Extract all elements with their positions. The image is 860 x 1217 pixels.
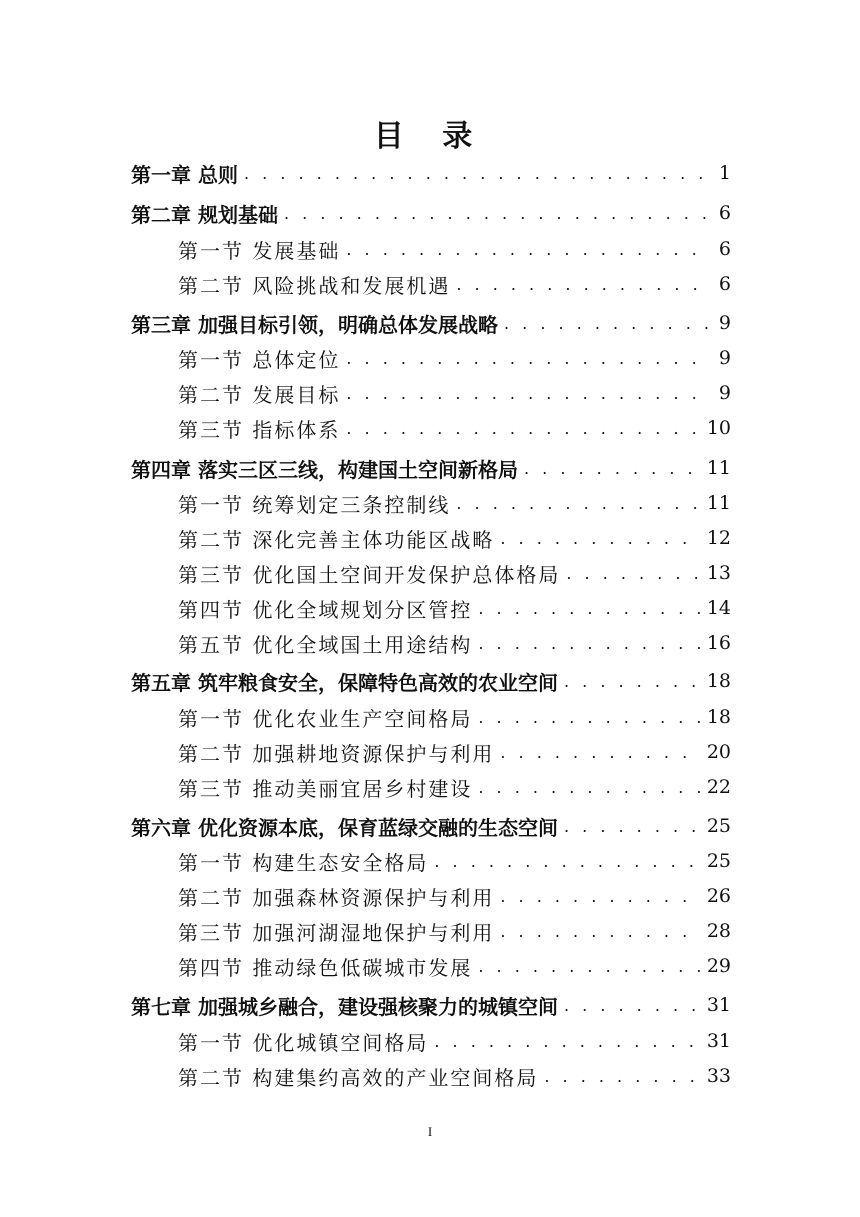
toc-leader-dots [564, 672, 701, 691]
toc-page-number: 1 [718, 162, 731, 184]
toc-section-entry[interactable] [178, 558, 731, 588]
toc-entry-label: 第六章 优化资源本底，保育蓝绿交融的生态空间 [131, 815, 558, 840]
toc-entry-label: 第二节 加强耕地资源保护与利用 [178, 741, 495, 766]
toc-leader-dots [478, 634, 700, 653]
toc-leader-dots [478, 599, 700, 618]
toc-leader-dots [478, 708, 700, 727]
toc-section-entry[interactable] [178, 378, 731, 408]
toc-section-entry[interactable] [178, 269, 731, 299]
toc-chapter-entry[interactable] [131, 198, 731, 228]
toc-section-entry[interactable] [178, 234, 731, 264]
toc-entry-label: 第五章 筑牢粮食安全，保障特色高效的农业空间 [131, 670, 558, 695]
toc-section-entry[interactable] [178, 523, 731, 553]
toc-chapter-entry[interactable] [131, 308, 731, 338]
toc-page-number: 12 [706, 527, 731, 549]
toc-leader-dots [504, 314, 711, 333]
toc-section-entry[interactable] [178, 737, 731, 767]
toc-page-number: 6 [718, 273, 731, 295]
toc-leader-dots [500, 743, 700, 762]
toc-chapter-entry[interactable] [131, 990, 731, 1020]
toc-leader-dots [346, 349, 711, 368]
toc-section-entry[interactable] [178, 846, 731, 876]
toc-entry-label: 第三章 加强目标引领，明确总体发展战略 [131, 312, 498, 337]
toc-entry-label: 第一节 优化农业生产空间格局 [178, 706, 473, 731]
toc-chapter-entry[interactable] [131, 811, 731, 841]
page-number: I [427, 1124, 433, 1139]
toc-section-entry[interactable] [178, 881, 731, 911]
toc-entry-label: 第二节 深化完善主体功能区战略 [178, 527, 495, 552]
toc-page-number: 18 [706, 670, 731, 692]
toc-section-entry[interactable] [178, 1026, 731, 1056]
toc-leader-dots [456, 494, 700, 513]
toc-page-number: 9 [718, 312, 731, 334]
toc-leader-dots [500, 922, 700, 941]
toc-section-entry[interactable] [178, 593, 731, 623]
toc-page-number: 25 [706, 850, 731, 872]
toc-entry-label: 第七章 加强城乡融合，建设强核聚力的城镇空间 [131, 994, 558, 1019]
toc-page-number: 16 [706, 632, 731, 654]
toc-page-number: 9 [718, 382, 731, 404]
toc-leader-dots [346, 419, 700, 438]
toc-page-number: 26 [706, 885, 731, 907]
toc-section-entry[interactable] [178, 772, 731, 802]
toc-page-number: 13 [706, 562, 731, 584]
toc-entry-label: 第四节 优化全域规划分区管控 [178, 597, 473, 622]
toc-entry-label: 第二节 构建集约高效的产业空间格局 [178, 1065, 539, 1090]
toc-leader-dots [564, 817, 701, 836]
toc-page-number: 14 [706, 597, 731, 619]
toc-entry-label: 第一节 发展基础 [178, 238, 341, 263]
page-title: 目 录 [373, 119, 487, 154]
toc-entry-label: 第五节 优化全域国土用途结构 [178, 632, 473, 657]
toc-page-number: 28 [706, 920, 731, 942]
toc-chapter-entry[interactable] [131, 158, 731, 188]
toc-page-number: 9 [718, 347, 731, 369]
toc-leader-dots [456, 275, 711, 294]
toc-entry-label: 第三节 推动美丽宜居乡村建设 [178, 776, 473, 801]
toc-page-number: 11 [706, 492, 731, 514]
toc-page-number: 31 [706, 994, 731, 1016]
toc-page-number: 11 [706, 457, 731, 479]
toc-leader-dots [478, 957, 700, 976]
toc-page-number: 22 [706, 776, 731, 798]
toc-section-entry[interactable] [178, 343, 731, 373]
toc-leader-dots [566, 564, 700, 583]
toc-entry-label: 第一节 优化城镇空间格局 [178, 1030, 429, 1055]
toc-entry-label: 第一节 总体定位 [178, 347, 341, 372]
toc-leader-dots [434, 1032, 700, 1051]
toc-section-entry[interactable] [178, 916, 731, 946]
toc-leader-dots [478, 778, 700, 797]
toc-chapter-entry[interactable] [131, 453, 731, 483]
toc-leader-dots [346, 384, 711, 403]
toc-page-number: 33 [706, 1065, 731, 1087]
toc-entry-label: 第一节 构建生态安全格局 [178, 850, 429, 875]
toc-page-number: 29 [706, 955, 731, 977]
toc-page-number: 10 [706, 417, 731, 439]
toc-leader-dots [284, 204, 711, 223]
toc-entry-label: 第二节 风险挑战和发展机遇 [178, 273, 451, 298]
toc-section-entry[interactable] [178, 628, 731, 658]
toc-page-number: 25 [706, 815, 731, 837]
toc-page-number: 6 [718, 202, 731, 224]
toc-leader-dots [346, 240, 711, 259]
toc-leader-dots [434, 852, 700, 871]
toc-entry-label: 第二章 规划基础 [131, 202, 278, 227]
toc-section-entry[interactable] [178, 1061, 731, 1091]
toc-leader-dots [244, 164, 711, 183]
toc-entry-label: 第三节 优化国土空间开发保护总体格局 [178, 562, 561, 587]
toc-entry-label: 第三节 加强河湖湿地保护与利用 [178, 920, 495, 945]
toc-entry-label: 第一章 总则 [131, 162, 238, 187]
toc-leader-dots [524, 459, 701, 478]
toc-page-number: 6 [718, 238, 731, 260]
toc-page-number: 20 [706, 741, 731, 763]
toc-entry-label: 第二节 发展目标 [178, 382, 341, 407]
toc-chapter-entry[interactable] [131, 666, 731, 696]
toc-page-number: 18 [706, 706, 731, 728]
toc-section-entry[interactable] [178, 413, 731, 443]
toc-entry-label: 第三节 指标体系 [178, 417, 341, 442]
toc-leader-dots [544, 1067, 700, 1086]
toc-entry-label: 第二节 加强森林资源保护与利用 [178, 885, 495, 910]
toc-entry-label: 第四章 落实三区三线，构建国土空间新格局 [131, 457, 518, 482]
toc-section-entry[interactable] [178, 702, 731, 732]
toc-leader-dots [500, 529, 700, 548]
toc-section-entry[interactable] [178, 488, 731, 518]
toc-page-number: 31 [706, 1030, 731, 1052]
toc-entry-label: 第四节 推动绿色低碳城市发展 [178, 955, 473, 980]
toc-entry-label: 第一节 统筹划定三条控制线 [178, 492, 451, 517]
toc-leader-dots [564, 996, 701, 1015]
toc-section-entry[interactable] [178, 951, 731, 981]
toc-leader-dots [500, 887, 700, 906]
